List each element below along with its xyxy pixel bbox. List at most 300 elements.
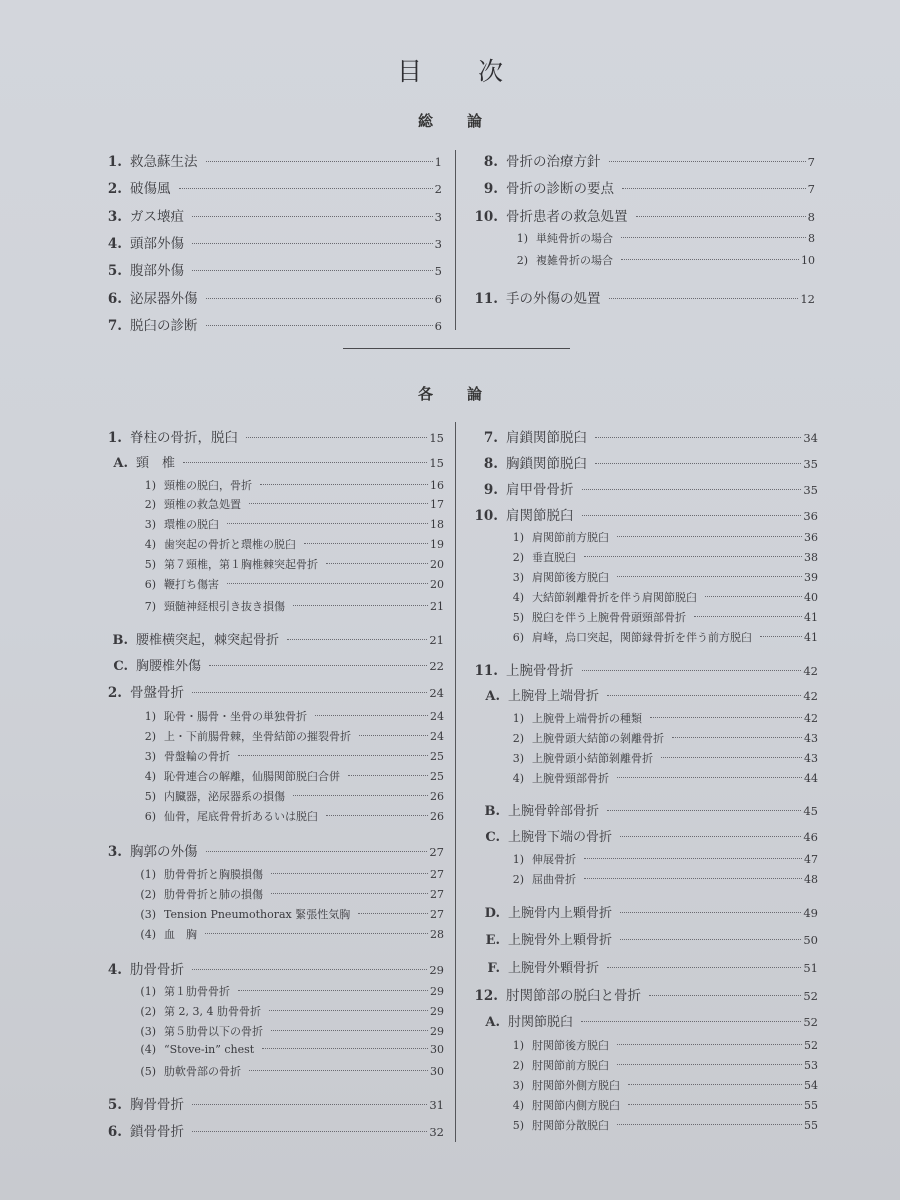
entry-page-number: 1: [434, 155, 442, 169]
dot-leader: [617, 536, 802, 537]
entry-page-number: 27: [429, 845, 444, 859]
entry-number: 1): [516, 232, 528, 245]
entry-title: 上腕骨頸部骨折: [532, 772, 609, 785]
entry-number: 5): [512, 1119, 524, 1132]
toc-entry[interactable]: [138, 728, 444, 744]
entry-page-number: 36: [804, 531, 818, 544]
entry-number: 5.: [107, 1097, 122, 1113]
entry-number: 1): [512, 1039, 524, 1052]
entry-page-number: 12: [800, 292, 815, 306]
entry-page-number: 29: [429, 963, 444, 977]
entry-title: 肘関節脱臼: [508, 1015, 574, 1030]
entry-number: (3): [140, 1025, 156, 1038]
toc-entry[interactable]: [138, 477, 444, 493]
entry-number: A.: [485, 1015, 500, 1030]
entry-page-number: 7: [807, 155, 815, 169]
entry-title: 第７頸椎，第１胸椎棘突起骨折: [164, 558, 318, 571]
toc-entry[interactable]: [468, 504, 818, 524]
entry-number: 4): [512, 772, 524, 785]
entry-title: 肋骨骨折と肺の損傷: [164, 888, 263, 901]
dot-leader: [607, 810, 801, 811]
entry-page-number: 21: [430, 600, 444, 613]
dot-leader: [595, 463, 801, 464]
entry-number: C.: [485, 830, 500, 845]
entry-page-number: 20: [430, 578, 444, 591]
entry-title: 肘関節後方脱臼: [532, 1039, 609, 1052]
entry-page-number: 8: [807, 210, 815, 224]
entry-page-number: 30: [430, 1065, 444, 1078]
dot-leader: [620, 836, 801, 837]
dot-leader: [271, 893, 428, 894]
toc-entry[interactable]: [468, 452, 818, 472]
entry-page-number: 17: [430, 498, 444, 511]
toc-entry[interactable]: [138, 556, 444, 572]
entry-number: B.: [484, 804, 500, 819]
entry-title: 骨折患者の救急処置: [506, 209, 628, 225]
entry-number: 3): [512, 1079, 524, 1092]
entry-page-number: 3: [434, 237, 442, 251]
entry-page-number: 16: [430, 479, 444, 492]
toc-entry[interactable]: [138, 906, 444, 922]
dot-leader: [584, 878, 802, 879]
toc-entry[interactable]: [468, 287, 815, 307]
toc-entry[interactable]: [468, 984, 818, 1004]
toc-entry[interactable]: [506, 710, 818, 726]
entry-page-number: 2: [434, 182, 442, 196]
toc-entry[interactable]: [138, 536, 444, 552]
entry-number: 10.: [474, 508, 498, 524]
entry-title: 胸腰椎外傷: [136, 659, 202, 674]
toc-entry[interactable]: [138, 708, 444, 724]
toc-entry[interactable]: [506, 871, 818, 887]
dot-leader: [293, 795, 428, 796]
toc-entry[interactable]: [138, 983, 444, 999]
entry-page-number: 40: [804, 591, 818, 604]
toc-entry[interactable]: [478, 957, 818, 976]
entry-number: 2): [512, 873, 524, 886]
entry-number: C.: [113, 659, 128, 674]
toc-entry[interactable]: [92, 426, 444, 446]
dot-leader: [584, 556, 802, 557]
toc-entry[interactable]: [138, 926, 444, 942]
toc-entry[interactable]: [106, 629, 444, 648]
entry-number: D.: [484, 906, 500, 921]
dot-leader: [260, 484, 428, 485]
entry-title: 肩峰，烏口突起，関節縁骨折を伴う前方脱臼: [532, 631, 752, 644]
entry-page-number: 35: [803, 483, 818, 497]
dot-leader: [609, 161, 806, 162]
entry-title: 胸骨骨折: [130, 1097, 184, 1113]
dot-leader: [206, 298, 433, 299]
toc-entry[interactable]: [138, 576, 444, 592]
entry-number: 4): [512, 1099, 524, 1112]
toc-entry[interactable]: [92, 259, 442, 279]
entry-title: 上腕骨外上顆骨折: [508, 933, 613, 948]
entry-page-number: 29: [430, 1025, 444, 1038]
entry-page-number: 49: [803, 906, 818, 920]
entry-page-number: 28: [430, 928, 444, 941]
entry-number: 7.: [483, 430, 498, 446]
entry-title: 複雑骨折の場合: [536, 254, 613, 267]
entry-title: 屈曲骨折: [532, 873, 576, 886]
entry-number: 4): [144, 770, 156, 783]
entry-page-number: 39: [804, 571, 818, 584]
entry-number: 1): [144, 710, 156, 723]
entry-title: 内臓器，泌尿器系の損傷: [164, 790, 285, 803]
entry-title: 上腕骨内上顆骨折: [508, 906, 613, 921]
toc-entry[interactable]: [478, 800, 818, 819]
entry-number: 6.: [107, 1124, 122, 1140]
entry-page-number: 52: [804, 1039, 818, 1052]
entry-number: 4.: [107, 962, 122, 978]
entry-page-number: 43: [804, 732, 818, 745]
toc-entry[interactable]: [92, 177, 442, 197]
toc-entry[interactable]: [506, 851, 818, 867]
entry-number: 2): [516, 254, 528, 267]
entry-title: 血 胸: [164, 928, 197, 941]
entry-number: 4): [144, 538, 156, 551]
entry-page-number: 35: [803, 457, 818, 471]
entry-page-number: 44: [804, 772, 818, 785]
entry-number: (4): [140, 928, 156, 941]
entry-title: 肘関節分散脱臼: [532, 1119, 609, 1132]
entry-page-number: 51: [803, 961, 818, 975]
entry-page-number: 24: [430, 730, 444, 743]
toc-entry[interactable]: [106, 452, 444, 471]
entry-page-number: 29: [430, 1005, 444, 1018]
toc-entry[interactable]: [478, 826, 818, 845]
dot-leader: [358, 913, 428, 914]
dot-leader: [192, 692, 427, 693]
entry-title: 仙骨，尾底骨骨折あるいは脱臼: [164, 810, 318, 823]
entry-number: (2): [140, 888, 156, 901]
entry-number: (3): [140, 908, 156, 921]
toc-entry[interactable]: [506, 629, 818, 645]
entry-number: 11.: [474, 291, 498, 307]
entry-title: 肩関節前方脱臼: [532, 531, 609, 544]
toc-entry[interactable]: [506, 529, 818, 545]
dot-leader: [206, 161, 433, 162]
dot-leader: [581, 1021, 801, 1022]
entry-page-number: 34: [803, 431, 818, 445]
entry-page-number: 45: [803, 804, 818, 818]
entry-title: 頸 椎: [136, 456, 176, 471]
dot-leader: [607, 967, 801, 968]
dot-leader: [649, 995, 801, 996]
section-heading-general: 総論: [417, 112, 516, 130]
toc-entry[interactable]: [138, 748, 444, 764]
dot-leader: [269, 1010, 428, 1011]
dot-leader: [246, 437, 427, 438]
entry-number: 7.: [107, 318, 122, 334]
toc-entry[interactable]: [478, 902, 818, 921]
entry-page-number: 54: [804, 1079, 818, 1092]
dot-leader: [584, 858, 802, 859]
toc-entry[interactable]: [506, 589, 818, 605]
dot-leader: [582, 515, 802, 516]
toc-entry[interactable]: [92, 287, 442, 307]
entry-number: 9.: [483, 181, 498, 197]
entry-page-number: 42: [803, 664, 818, 678]
dot-leader: [661, 757, 802, 758]
dot-leader: [348, 775, 428, 776]
entry-number: F.: [487, 961, 500, 976]
toc-entry[interactable]: [138, 496, 444, 512]
entry-page-number: 38: [804, 551, 818, 564]
entry-number: 2.: [107, 685, 122, 701]
entry-page-number: 53: [804, 1059, 818, 1072]
toc-entry[interactable]: [506, 569, 818, 585]
entry-title: 頸椎の救急処置: [164, 498, 241, 511]
dot-leader: [622, 188, 806, 189]
entry-title: 肩関節後方脱臼: [532, 571, 609, 584]
dot-leader: [326, 563, 428, 564]
entry-number: 6): [144, 810, 156, 823]
toc-entry[interactable]: [138, 866, 444, 882]
toc-entry[interactable]: [478, 1011, 818, 1030]
entry-page-number: 29: [430, 985, 444, 998]
entry-title: 上腕骨下端の骨折: [508, 830, 613, 845]
dot-leader: [326, 815, 428, 816]
entry-page-number: 52: [803, 1015, 818, 1029]
entry-number: 7): [144, 600, 156, 613]
entry-number: (5): [140, 1065, 156, 1078]
entry-title: 頸髄神経根引き抜き損傷: [164, 600, 285, 613]
entry-page-number: 10: [801, 254, 815, 267]
entry-number: A.: [485, 689, 500, 704]
entry-title: 第 2, 3, 4 肋骨骨折: [164, 1005, 261, 1018]
entry-title: 恥骨連合の解離，仙腸関節脱臼合併: [164, 770, 340, 783]
toc-entry[interactable]: [138, 516, 444, 532]
toc-entry[interactable]: [92, 232, 442, 252]
entry-title: 肋軟骨部の骨折: [164, 1065, 241, 1078]
toc-entry[interactable]: [468, 426, 818, 446]
entry-page-number: 3: [434, 210, 442, 224]
dot-leader: [238, 990, 428, 991]
toc-entry[interactable]: [92, 1120, 444, 1140]
entry-page-number: 50: [803, 933, 818, 947]
dot-leader: [192, 1104, 427, 1105]
toc-entry[interactable]: [92, 681, 444, 701]
entry-page-number: 21: [429, 633, 444, 647]
entry-number: 1): [512, 531, 524, 544]
entry-number: 4.: [107, 236, 122, 252]
toc-entry[interactable]: [138, 598, 444, 614]
entry-number: 1): [144, 479, 156, 492]
entry-title: 鞭打ち傷害: [164, 578, 219, 591]
dot-leader: [620, 912, 801, 913]
entry-title: 上腕骨幹部骨折: [508, 804, 600, 819]
toc-entry[interactable]: [510, 230, 815, 246]
entry-number: 5): [144, 558, 156, 571]
dot-leader: [192, 216, 433, 217]
dot-leader: [582, 489, 802, 490]
toc-entry[interactable]: [506, 730, 818, 746]
entry-title: 第１肋骨骨折: [164, 985, 230, 998]
entry-number: 2): [512, 1059, 524, 1072]
entry-number: 8.: [483, 456, 498, 472]
toc-entry[interactable]: [510, 252, 815, 268]
dot-leader: [205, 933, 428, 934]
entry-title: 肩甲骨骨折: [506, 482, 574, 498]
toc-entry[interactable]: [506, 1097, 818, 1113]
entry-number: 6): [144, 578, 156, 591]
dot-leader: [672, 737, 802, 738]
entry-title: 肩鎖関節脱臼: [506, 430, 587, 446]
toc-entry[interactable]: [506, 549, 818, 565]
toc-entry[interactable]: [138, 788, 444, 804]
entry-title: 手の外傷の処置: [506, 291, 601, 307]
toc-entry[interactable]: [138, 886, 444, 902]
toc-entry[interactable]: [468, 150, 815, 170]
entry-title: 脱臼の診断: [130, 318, 198, 334]
dot-leader: [271, 873, 428, 874]
dot-leader: [315, 715, 428, 716]
toc-entry[interactable]: [468, 205, 815, 225]
section-divider: [343, 348, 570, 349]
entry-page-number: 31: [429, 1098, 444, 1112]
dot-leader: [760, 636, 802, 637]
toc-entry[interactable]: [506, 1037, 818, 1053]
entry-title: 肘関節部の脱臼と骨折: [506, 988, 641, 1004]
entry-page-number: 30: [430, 1043, 444, 1056]
dot-leader: [617, 1124, 802, 1125]
entry-title: 上・下前腸骨棘，坐骨結節の摧裂骨折: [164, 730, 351, 743]
entry-number: (4): [140, 1043, 156, 1056]
entry-number: 2): [144, 730, 156, 743]
entry-title: 上腕骨上端骨折の種類: [532, 712, 642, 725]
toc-entry[interactable]: [138, 1063, 444, 1079]
entry-title: 上腕骨頭小結節剝離骨折: [532, 752, 653, 765]
toc-entry[interactable]: [92, 1093, 444, 1113]
toc-entry[interactable]: [138, 1003, 444, 1019]
entry-page-number: 7: [807, 182, 815, 196]
dot-leader: [620, 939, 801, 940]
entry-number: 2): [144, 498, 156, 511]
entry-page-number: 41: [804, 611, 818, 624]
entry-number: 5.: [107, 263, 122, 279]
entry-title: 肘関節外側方脱臼: [532, 1079, 620, 1092]
entry-title: 骨折の治療方針: [506, 154, 601, 170]
toc-entry[interactable]: [92, 840, 444, 860]
entry-page-number: 22: [429, 659, 444, 673]
toc-entry[interactable]: [138, 1023, 444, 1039]
entry-page-number: 15: [429, 456, 444, 470]
entry-page-number: 19: [430, 538, 444, 551]
entry-title: 単純骨折の場合: [536, 232, 613, 245]
dot-leader: [636, 216, 806, 217]
dot-leader: [238, 755, 428, 756]
dot-leader: [249, 503, 428, 504]
entry-number: 10.: [474, 209, 498, 225]
entry-number: 6.: [107, 291, 122, 307]
toc-entry[interactable]: [468, 177, 815, 197]
dot-leader: [249, 1070, 428, 1071]
entry-title: 伸展骨折: [532, 853, 576, 866]
dot-leader: [209, 665, 427, 666]
entry-page-number: 27: [430, 908, 444, 921]
dot-leader: [271, 1030, 428, 1031]
entry-title: 上腕骨外顆骨折: [508, 961, 600, 976]
entry-number: 1): [512, 853, 524, 866]
entry-number: 2): [512, 551, 524, 564]
entry-page-number: 36: [803, 509, 818, 523]
entry-page-number: 6: [434, 292, 442, 306]
entry-page-number: 46: [803, 830, 818, 844]
toc-entry[interactable]: [138, 1043, 444, 1056]
dot-leader: [262, 1048, 428, 1049]
toc-entry[interactable]: [506, 770, 818, 786]
toc-entry[interactable]: [478, 929, 818, 948]
column-divider-general: [455, 150, 456, 330]
entry-title: 第５肋骨以下の骨折: [164, 1025, 263, 1038]
toc-entry[interactable]: [138, 768, 444, 784]
toc-entry[interactable]: [92, 314, 442, 334]
toc-entry[interactable]: [138, 808, 444, 824]
entry-title: 腰椎横突起，棘突起骨折: [136, 633, 280, 648]
entry-number: 6): [512, 631, 524, 644]
toc-entry[interactable]: [506, 1117, 818, 1133]
dot-leader: [192, 1131, 427, 1132]
dot-leader: [621, 237, 806, 238]
entry-number: 2): [512, 732, 524, 745]
entry-title: 上腕骨上端骨折: [508, 689, 600, 704]
entry-title: 鎖骨骨折: [130, 1124, 184, 1140]
toc-entry[interactable]: [506, 1077, 818, 1093]
dot-leader: [694, 616, 802, 617]
entry-page-number: 26: [430, 810, 444, 823]
entry-title: 垂直脱臼: [532, 551, 576, 564]
entry-title: “Stove-in” chest: [164, 1043, 255, 1056]
dot-leader: [705, 596, 802, 597]
toc-entry[interactable]: [468, 478, 818, 498]
toc-entry[interactable]: [92, 958, 444, 978]
entry-page-number: 43: [804, 752, 818, 765]
dot-leader: [359, 735, 428, 736]
toc-entry[interactable]: [106, 655, 444, 674]
entry-number: 9.: [483, 482, 498, 498]
dot-leader: [650, 717, 802, 718]
entry-page-number: 8: [808, 232, 815, 245]
toc-entry[interactable]: [478, 685, 818, 704]
toc-entry[interactable]: [92, 205, 442, 225]
entry-page-number: 27: [430, 868, 444, 881]
dot-leader: [183, 462, 427, 463]
entry-number: 2.: [107, 181, 122, 197]
entry-title: 肋骨骨折と胸膜損傷: [164, 868, 263, 881]
dot-leader: [293, 605, 428, 606]
column-divider-specific: [455, 422, 456, 1142]
entry-number: A.: [113, 456, 128, 471]
entry-number: 3): [512, 571, 524, 584]
entry-title: 腹部外傷: [130, 263, 184, 279]
toc-entry[interactable]: [506, 750, 818, 766]
entry-number: 3): [512, 752, 524, 765]
entry-page-number: 15: [429, 431, 444, 445]
toc-entry[interactable]: [506, 609, 818, 625]
entry-page-number: 6: [434, 319, 442, 333]
entry-number: E.: [485, 933, 500, 948]
entry-number: 3.: [107, 209, 122, 225]
toc-entry[interactable]: [468, 659, 818, 679]
dot-leader: [192, 243, 433, 244]
entry-page-number: 48: [804, 873, 818, 886]
toc-entry[interactable]: [92, 150, 442, 170]
entry-number: 5): [512, 611, 524, 624]
toc-entry[interactable]: [506, 1057, 818, 1073]
entry-page-number: 32: [429, 1125, 444, 1139]
entry-number: 3): [144, 750, 156, 763]
